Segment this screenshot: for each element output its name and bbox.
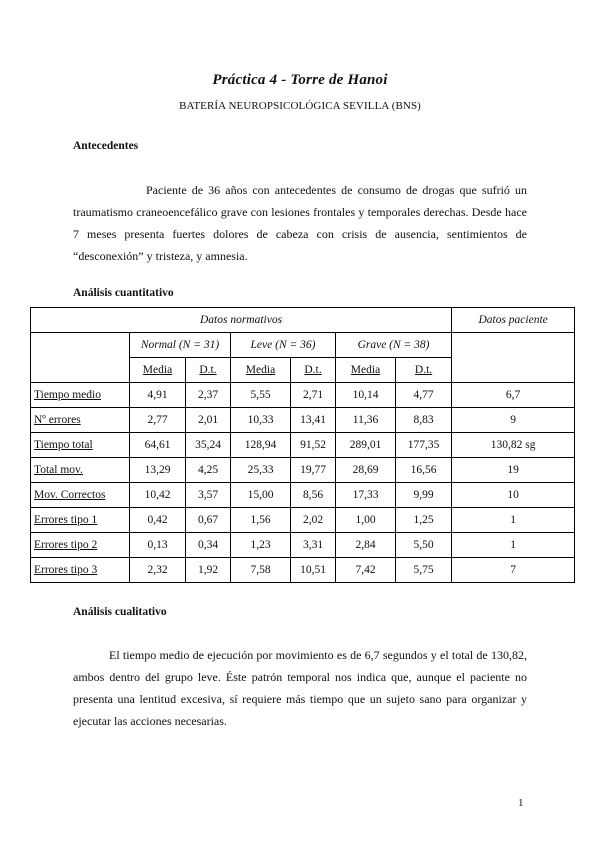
patient-value: 6,7 xyxy=(452,383,575,408)
cell-value: 91,52 xyxy=(291,433,336,458)
document-title: Práctica 4 - Torre de Hanoi xyxy=(212,72,388,88)
patient-value: 10 xyxy=(452,483,575,508)
cell-value: 1,92 xyxy=(186,558,231,583)
cell-value: 11,36 xyxy=(336,408,396,433)
cell-value: 1,23 xyxy=(231,533,291,558)
subheader-media: Media xyxy=(130,358,186,383)
patient-header: Datos paciente xyxy=(452,308,575,333)
cualitativo-heading: Análisis cualitativo xyxy=(73,606,167,618)
cell-value: 8,83 xyxy=(396,408,452,433)
cell-value: 2,71 xyxy=(291,383,336,408)
cell-value: 3,31 xyxy=(291,533,336,558)
antecedentes-paragraph xyxy=(73,179,527,267)
cell-value: 0,67 xyxy=(186,508,231,533)
subheader-media: Media xyxy=(231,358,291,383)
cell-value: 2,77 xyxy=(130,408,186,433)
results-table xyxy=(30,307,575,583)
table-row xyxy=(31,483,575,508)
cell-value: 13,41 xyxy=(291,408,336,433)
table-row xyxy=(31,408,575,433)
antecedentes-heading: Antecedentes xyxy=(73,140,139,152)
cell-value: 7,42 xyxy=(336,558,396,583)
cell-value: 7,58 xyxy=(231,558,291,583)
row-label: Nº errores xyxy=(31,408,130,433)
cell-value: 3,57 xyxy=(186,483,231,508)
subheader-dt: D.t. xyxy=(396,358,452,383)
cell-value: 19,77 xyxy=(291,458,336,483)
row-label: Total mov. xyxy=(31,458,130,483)
group-leve: Leve (N = 36) xyxy=(231,333,336,358)
row-label: Tiempo medio xyxy=(31,383,130,408)
cell-value: 4,77 xyxy=(396,383,452,408)
patient-empty-cell xyxy=(452,333,575,383)
cualitativo-text: El tiempo medio de ejecución por movimiento es de 6,7 segundos y el total de 130,82, ambos dentro del grupo leve. Éste patrón temporal nos indica que, aunque el paciente no presenta una lentitud excesiva, sí requiere más tiempo que un sujeto sano para organizar y ejecutar las acciones necesarias. xyxy=(73,648,527,728)
cell-value: 2,01 xyxy=(186,408,231,433)
cell-value: 64,61 xyxy=(130,433,186,458)
group-normal: Normal (N = 31) xyxy=(130,333,231,358)
cell-value: 1,00 xyxy=(336,508,396,533)
cell-value: 289,01 xyxy=(336,433,396,458)
cell-value: 15,00 xyxy=(231,483,291,508)
row-label: Errores tipo 3 xyxy=(31,558,130,583)
table-row xyxy=(31,383,575,408)
row-label: Errores tipo 2 xyxy=(31,533,130,558)
patient-value: 1 xyxy=(452,508,575,533)
cell-value: 4,91 xyxy=(130,383,186,408)
document-subtitle: BATERÍA NEUROPSICOLÓGICA SEVILLA (BNS) xyxy=(179,100,421,112)
cell-value: 9,99 xyxy=(396,483,452,508)
patient-value: 9 xyxy=(452,408,575,433)
cell-value: 28,69 xyxy=(336,458,396,483)
cell-value: 17,33 xyxy=(336,483,396,508)
cell-value: 2,32 xyxy=(130,558,186,583)
cell-value: 1,56 xyxy=(231,508,291,533)
subheader-dt: D.t. xyxy=(291,358,336,383)
row-label: Mov. Correctos xyxy=(31,483,130,508)
cell-value: 10,33 xyxy=(231,408,291,433)
cell-value: 13,29 xyxy=(130,458,186,483)
cell-value: 16,56 xyxy=(396,458,452,483)
cell-value: 35,24 xyxy=(186,433,231,458)
patient-value: 130,82 sg xyxy=(452,433,575,458)
cell-value: 177,35 xyxy=(396,433,452,458)
cell-value: 0,34 xyxy=(186,533,231,558)
cualitativo-paragraph xyxy=(73,644,527,732)
table-group-row xyxy=(31,333,575,358)
table-row xyxy=(31,508,575,533)
antecedentes-text: Paciente de 36 años con antecedentes de consumo de drogas que sufrió un traumatismo craneoencefálico grave con lesiones frontales y temporales derechas. Desde hace 7 meses presenta fuertes dolores de cabeza con crisis de ausencia, sentimientos de “desconexión” y tristeza, y amnesia. xyxy=(73,183,527,263)
cell-value: 10,42 xyxy=(130,483,186,508)
cell-value: 5,55 xyxy=(231,383,291,408)
cell-value: 2,84 xyxy=(336,533,396,558)
cell-value: 8,56 xyxy=(291,483,336,508)
cell-value: 10,14 xyxy=(336,383,396,408)
cell-value: 10,51 xyxy=(291,558,336,583)
table-row xyxy=(31,433,575,458)
page-number: 1 xyxy=(518,797,524,809)
cell-value: 5,75 xyxy=(396,558,452,583)
cell-value: 2,37 xyxy=(186,383,231,408)
table-row xyxy=(31,533,575,558)
cell-value: 25,33 xyxy=(231,458,291,483)
empty-corner-cell xyxy=(31,333,130,383)
normative-header: Datos normativos xyxy=(31,308,452,333)
patient-value: 1 xyxy=(452,533,575,558)
patient-value: 19 xyxy=(452,458,575,483)
cell-value: 128,94 xyxy=(231,433,291,458)
patient-value: 7 xyxy=(452,558,575,583)
row-label: Errores tipo 1 xyxy=(31,508,130,533)
cell-value: 1,25 xyxy=(396,508,452,533)
cell-value: 4,25 xyxy=(186,458,231,483)
cuantitativo-heading: Análisis cuantitativo xyxy=(73,287,174,299)
row-label: Tiempo total xyxy=(31,433,130,458)
table-row xyxy=(31,458,575,483)
cell-value: 0,42 xyxy=(130,508,186,533)
table-header-row xyxy=(31,308,575,333)
group-grave: Grave (N = 38) xyxy=(336,333,452,358)
table-row xyxy=(31,558,575,583)
subheader-media: Media xyxy=(336,358,396,383)
cell-value: 5,50 xyxy=(396,533,452,558)
subheader-dt: D.t. xyxy=(186,358,231,383)
cell-value: 0,13 xyxy=(130,533,186,558)
cell-value: 2,02 xyxy=(291,508,336,533)
